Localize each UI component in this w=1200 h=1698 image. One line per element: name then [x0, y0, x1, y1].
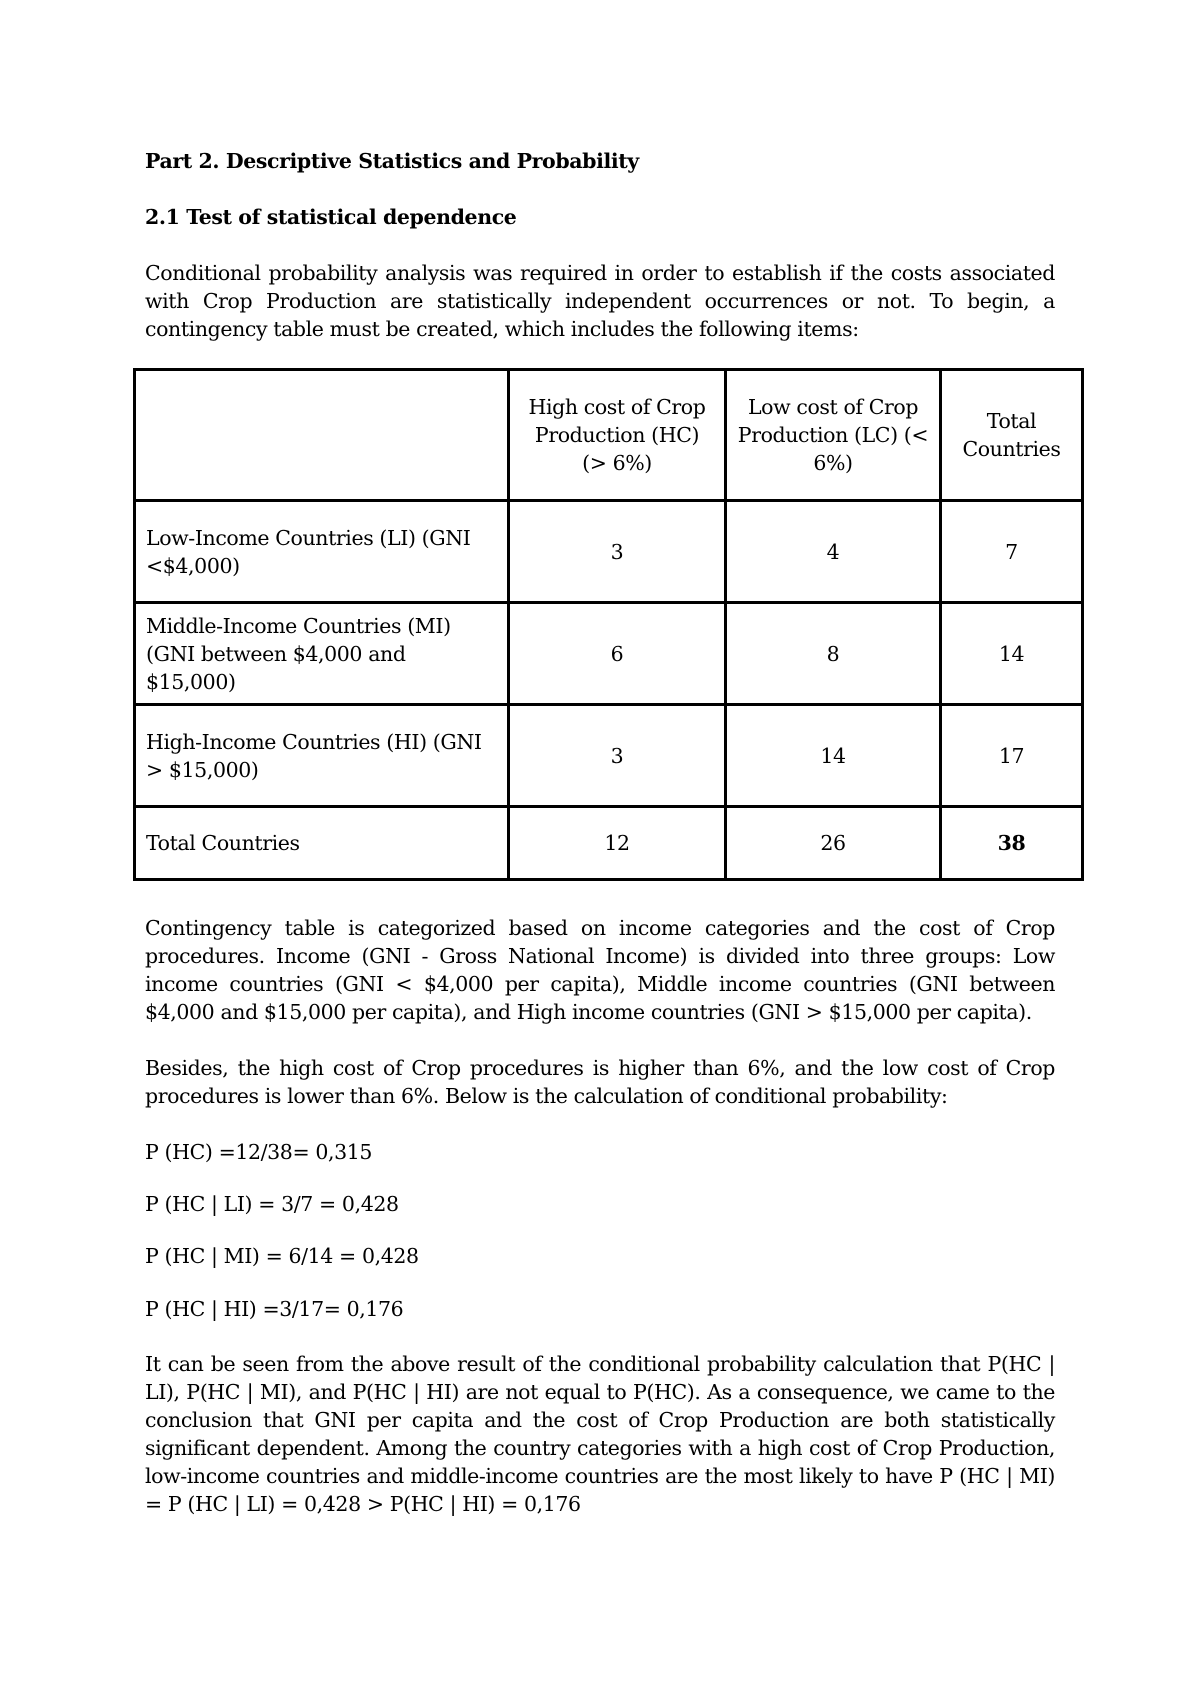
cell-li-total: 7: [941, 501, 1083, 603]
cell-total-lc: 26: [726, 807, 941, 880]
header-high-cost: High cost of Crop Production (HC) (> 6%): [509, 370, 726, 501]
table-corner-cell: [135, 370, 509, 501]
cell-li-lc: 4: [726, 501, 941, 603]
table-row: [135, 705, 1083, 807]
table-total-row: [135, 807, 1083, 880]
cell-total-hc: 12: [509, 807, 726, 880]
section-title: 2.1 Test of statistical dependence: [145, 205, 517, 229]
row-label-high-income: High-Income Countries (HI) (GNI > $15,000): [135, 705, 509, 807]
header-low-cost: Low cost of Crop Production (LC) (< 6%): [726, 370, 941, 501]
formula-p-hc-given-li: P (HC | LI) = 3/7 = 0,428: [145, 1192, 399, 1216]
cell-mi-total: 14: [941, 603, 1083, 705]
formula-p-hc-given-hi: P (HC | HI) =3/17= 0,176: [145, 1297, 404, 1321]
row-label-low-income: Low-Income Countries (LI) (GNI <$4,000): [135, 501, 509, 603]
header-total-countries: Total Countries: [941, 370, 1083, 501]
cell-grand-total: 38: [941, 807, 1083, 880]
row-label-total: Total Countries: [135, 807, 509, 880]
cell-hi-hc: 3: [509, 705, 726, 807]
costs-paragraph: Besides, the high cost of Crop procedures is higher than 6%, and the low cost of Crop procedures is lower than 6%. Below is the calculation of conditional probability:: [145, 1056, 1055, 1108]
conclusion-paragraph: It can be seen from the above result of the conditional probability calculation that P(HC | LI), P(HC | MI), and P(HC | HI) are not equal to P(HC). As a consequence, we came to the conclusion that GNI per capita and the cost of Crop Production are both statistically significant dependent. Among the country categories with a high cost of Crop Production, low-income countries and middle-income countries are the most likely to have P (HC | MI) = P (HC | LI) = 0,428 > P(HC | HI) = 0,176: [145, 1352, 1055, 1516]
cell-mi-lc: 8: [726, 603, 941, 705]
cell-li-hc: 3: [509, 501, 726, 603]
formula-p-hc: P (HC) =12/38= 0,315: [145, 1140, 373, 1164]
cell-hi-total: 17: [941, 705, 1083, 807]
table-row: [135, 603, 1083, 705]
contingency-table: [133, 368, 1084, 881]
table-header-row: [135, 370, 1083, 501]
part-title: Part 2. Descriptive Statistics and Probability: [145, 149, 639, 173]
cell-hi-lc: 14: [726, 705, 941, 807]
formula-p-hc-given-mi: P (HC | MI) = 6/14 = 0,428: [145, 1244, 419, 1268]
table-row: [135, 501, 1083, 603]
cell-mi-hc: 6: [509, 603, 726, 705]
intro-paragraph: Conditional probability analysis was required in order to establish if the costs associated with Crop Production are statistically independent occurrences or not. To begin, a contingency table must be created, which includes the following items:: [145, 261, 1055, 341]
row-label-middle-income: Middle-Income Countries (MI) (GNI between $4,000 and $15,000): [135, 603, 509, 705]
categories-paragraph: Contingency table is categorized based on income categories and the cost of Crop procedures. Income (GNI - Gross National Income) is divided into three groups: Low income countries (GNI < $4,000 per capita), Middle income countries (GNI between $4,000 and $15,000 per capita), and High income countries (GNI > $15,000 per capita).: [145, 916, 1055, 1024]
